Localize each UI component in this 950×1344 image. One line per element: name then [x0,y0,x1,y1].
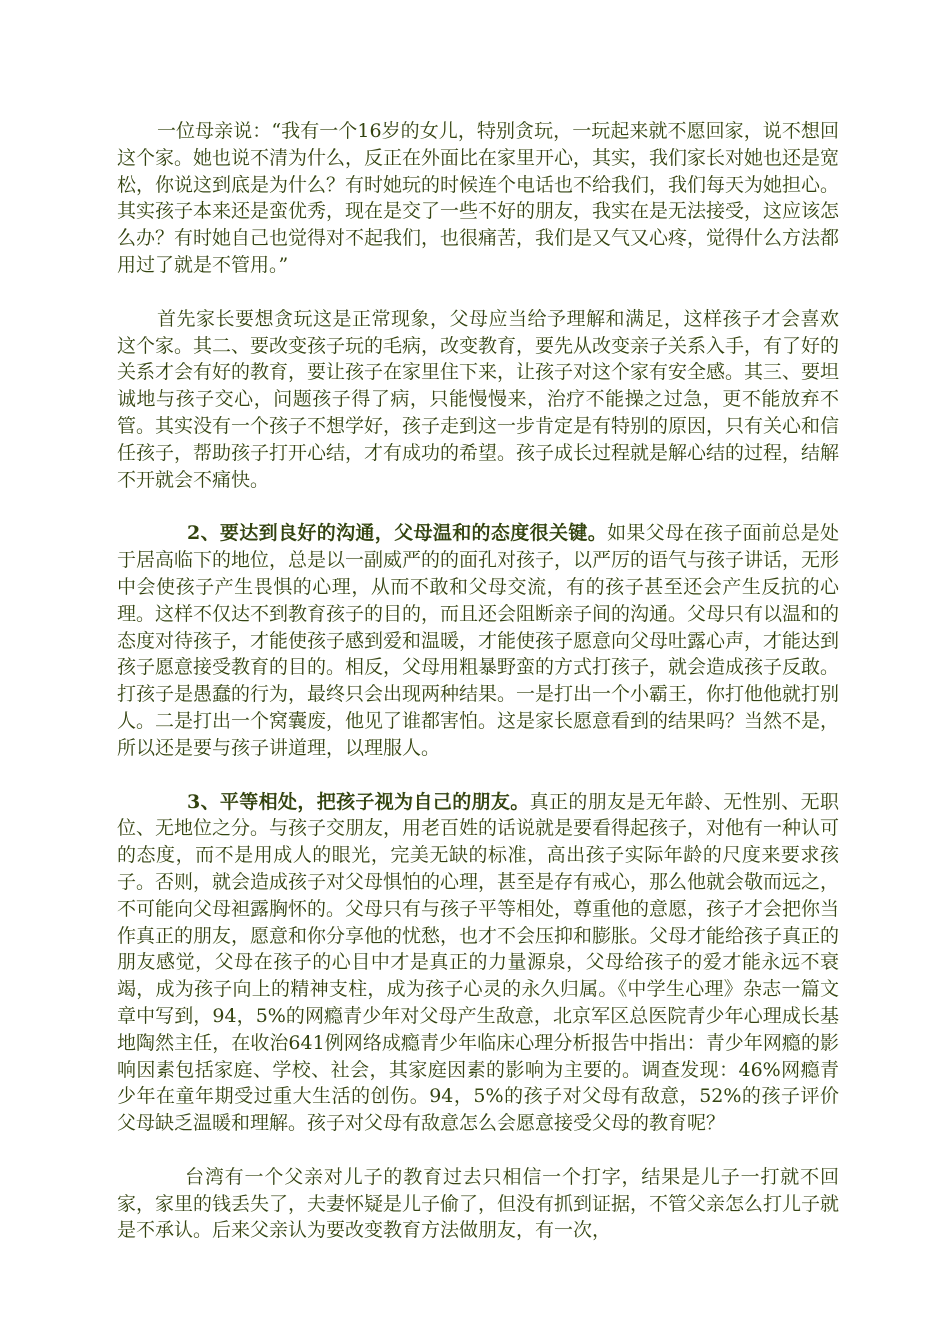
section-heading-2: 2、要达到良好的沟通，父母温和的态度很关键。 [187,522,608,545]
paragraph-gentle-attitude [117,520,839,761]
paragraph-mother-quote [117,118,839,279]
paragraph-text: 如果父母在孩子面前总是处于居高临下的地位，总是以一副威严的的面孔对孩子，以严厉的语气与孩子讲话，无形中会使孩子产生畏惧的心理，从而不敢和父母交流，有的孩子甚至还会产生反抗的心理。这样不仅达不到教育孩子的目的，而且还会阻断亲子间的沟通。父母只有以温和的态度对待孩子，才能使孩子感到爱和温暖，才能使孩子愿意向父母吐露心声，才能达到孩子愿意接受教育的目的。相反，父母用粗暴野蛮的方式打孩子，就会造成孩子反敢。打孩子是愚蠢的行为，最终只会出现两种结果。一是打出一个小霸王，你打他他就打别人。二是打出一个窝囊废，他见了谁都害怕。这是家长愿意看到的结果吗？当然不是，所以还是要与孩子讲道理，以理服人。 [117,522,840,759]
section-heading-3: 3、平等相处，把孩子视为自己的朋友。 [187,790,530,813]
paragraph-text: 一位母亲说：“我有一个16岁的女儿，特别贪玩，一玩起来就不愿回家，说不想回这个家。她也说不清为什么，反正在外面比在家里开心，其实，我们家长对她也还是宽松，你说这到底是为什么？有时她玩的时候连个电话也不给我们，我们每天为她担心。其实孩子本来还是蛮优秀，现在是交了一些不好的朋友，我实在是无法接受，这应该怎么办？有时她自己也觉得对不起我们，也很痛苦，我们是又气又心疼，觉得什么方法都用过了就是不管用。” [117,120,840,276]
paragraph-text: 首先家长要想贪玩这是正常现象，父母应当给予理解和满足，这样孩子才会喜欢这个家。其二、要改变孩子玩的毛病，改变教育，要先从改变亲子关系入手，有了好的关系才会有好的教育，要让孩子在家里住下来，让孩子对这个家有安全感。其三、要坦诚地与孩子交心，问题孩子得了病，只能慢慢来，治疗不能操之过急，更不能放弃不管。其实没有一个孩子不想学好，孩子走到这一步肯定是有特别的原因，只有关心和信任孩子，帮助孩子打开心结，才有成功的希望。孩子成长过程就是解心结的过程，结解不开就会不痛快。 [117,307,840,491]
document-page [117,118,839,1244]
paragraph-taiwan-father [117,1164,839,1244]
paragraph-text: 台湾有一个父亲对儿子的教育过去只相信一个打字，结果是儿子一打就不回家，家里的钱丢失了，夫妻怀疑是儿子偷了，但没有抓到证据，不管父亲怎么打儿子就是不承认。后来父亲认为要改变教育方法做朋友，有一次， [117,1165,840,1242]
paragraph-parent-advice [117,306,839,494]
paragraph-equal-friends [117,789,839,1137]
paragraph-text: 真正的朋友是无年龄、无性别、无职位、无地位之分。与孩子交朋友，用老百姓的话说就是要看得起孩子，对他有一种认可的态度，而不是用成人的眼光，完美无缺的标准，高出孩子实际年龄的尺度来要求孩子。否则，就会造成孩子对父母惧怕的心理，甚至是存有戒心，那么他就会敬而远之，不可能向父母袒露胸怀的。父母只有与孩子平等相处，尊重他的意愿，孩子才会把你当作真正的朋友，愿意和你分享他的忧愁，也才不会压抑和膨胀。父母才能给孩子真正的朋友感觉，父母在孩子的心目中才是真正的力量源泉，父母给孩子的爱才能永远不衰竭，成为孩子向上的精神支柱，成为孩子心灵的永久归属。《中学生心理》杂志一篇文章中写到，94，5%的网瘾青少年对父母产生敌意，北京军区总医院青少年心理成长基地陶然主任，在收治641例网络成瘾青少年临床心理分析报告中指出：青少年网瘾的影响因素包括家庭、学校、社会，其家庭因素的影响为主要的。调查发现：46%网瘾青少年在童年期受过重大生活的创伤。94，5%的孩子对父母有敌意，52%的孩子评价父母缺乏温暖和理解。孩子对父母有敌意怎么会愿意接受父母的教育呢？ [117,790,840,1135]
